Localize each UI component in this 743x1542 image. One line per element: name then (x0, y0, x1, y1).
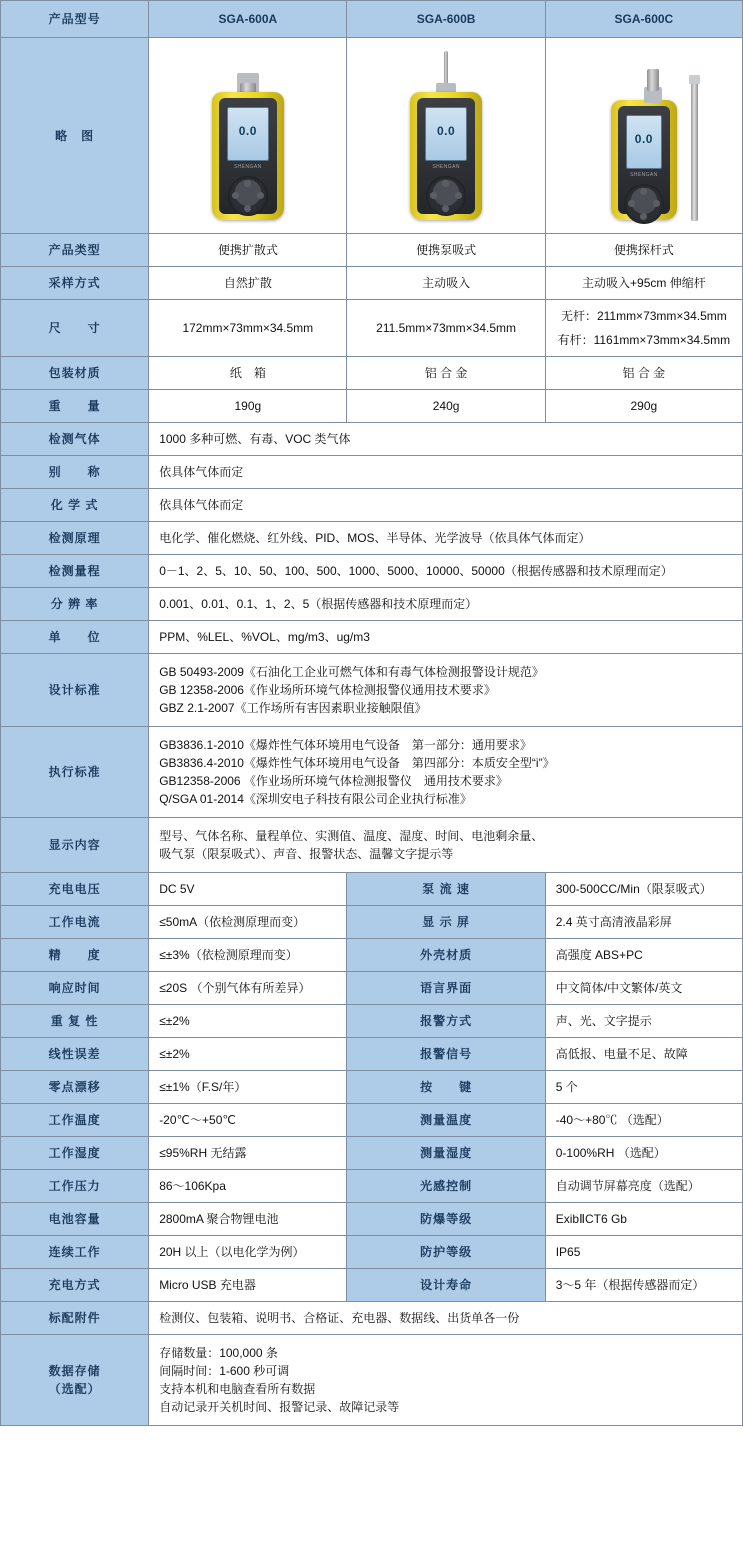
zero-drift-value: ≤±1%（F.S/年） (149, 1071, 347, 1104)
principle-value: 电化学、催化燃烧、红外线、PID、MOS、半导体、光学波导（依具体气体而定） (149, 522, 743, 555)
row-label-display-screen: 显 示 屏 (347, 906, 545, 939)
table-row-battery-capacity (1, 1203, 743, 1236)
packaging-c: 铝 合 金 (545, 357, 742, 390)
exec-standard-line-4: Q/SGA 01-2014《深圳安电子科技有限公司企业执行标准》 (159, 792, 472, 806)
portable-pump-detector-illustration (386, 41, 506, 226)
exec-standard-line-2: GB3836.4-2010《爆炸性气体环境用电气设备 第四部分：本质安全型“i”》 (159, 756, 555, 770)
table-row-charge-mode (1, 1269, 743, 1302)
row-label-formula: 化 学 式 (1, 489, 149, 522)
portable-probe-detector-illustration (569, 41, 719, 226)
table-row-display-content (1, 818, 743, 873)
packaging-b: 铝 合 金 (347, 357, 545, 390)
table-row-repeatability (1, 1005, 743, 1038)
row-label-battery-capacity: 电池容量 (1, 1203, 149, 1236)
working-current-value: ≤50mA（依检测原理而变） (149, 906, 347, 939)
model-header-a: SGA-600A (149, 1, 347, 38)
explosion-grade-value: ExibⅡCT6 Gb (545, 1203, 742, 1236)
data-storage-label-line2: （选配） (48, 1382, 101, 1396)
row-label-continuous-work: 连续工作 (1, 1236, 149, 1269)
row-label-light-sensor: 光感控制 (347, 1170, 545, 1203)
table-row-exec-standard (1, 727, 743, 818)
working-humidity-value: ≤95%RH 无结露 (149, 1137, 347, 1170)
working-temp-value: -20℃～+50℃ (149, 1104, 347, 1137)
table-row-alias (1, 456, 743, 489)
row-label-alarm-signal: 报警信号 (347, 1038, 545, 1071)
sampling-a: 自然扩散 (149, 267, 347, 300)
portable-diffusion-detector-illustration (188, 41, 308, 226)
row-label-sampling: 采样方式 (1, 267, 149, 300)
device-brand-a: SHENGAN (234, 163, 262, 170)
row-label-charge-mode: 充电方式 (1, 1269, 149, 1302)
table-row-sampling (1, 267, 743, 300)
row-label-sketch: 略 图 (1, 38, 149, 234)
row-label-product-type: 产品类型 (1, 234, 149, 267)
design-standard-value (149, 654, 743, 727)
table-row-range (1, 555, 743, 588)
housing-material-value: 高强度 ABS+PC (545, 939, 742, 972)
charge-voltage-value: DC 5V (149, 873, 347, 906)
table-row-weight (1, 390, 743, 423)
table-row-design-standard (1, 654, 743, 727)
design-standard-line-3: GBZ 2.1-2007《工作场所有害因素职业接触限值》 (159, 701, 427, 715)
device-brand-b: SHENGAN (432, 163, 460, 170)
protection-grade-value: IP65 (545, 1236, 742, 1269)
table-row-charge-voltage (1, 873, 743, 906)
keys-value: 5 个 (545, 1071, 742, 1104)
extension-rod (691, 81, 698, 221)
row-label-model: 产品型号 (1, 1, 149, 38)
sampling-b: 主动吸入 (347, 267, 545, 300)
row-label-alias: 别 称 (1, 456, 149, 489)
row-label-weight: 重 量 (1, 390, 149, 423)
row-label-explosion-grade: 防爆等级 (347, 1203, 545, 1236)
accessories-value: 检测仪、包装箱、说明书、合格证、充电器、数据线、出货单各一份 (149, 1302, 743, 1335)
device-brand-c: SHENGAN (630, 171, 658, 178)
row-label-linearity: 线性误差 (1, 1038, 149, 1071)
dimensions-c (545, 300, 742, 357)
row-label-data-storage (1, 1335, 149, 1426)
light-sensor-value: 自动调节屏幕亮度（选配） (545, 1170, 742, 1203)
alarm-mode-value: 声、光、文字提示 (545, 1005, 742, 1038)
display-content-line-2: 吸气泵（限泵吸式）、声音、报警状态、温馨文字提示等 (159, 847, 454, 861)
row-label-alarm-mode: 报警方式 (347, 1005, 545, 1038)
table-row-formula (1, 489, 743, 522)
row-label-design-standard: 设计标准 (1, 654, 149, 727)
weight-a: 190g (149, 390, 347, 423)
row-label-unit: 单 位 (1, 621, 149, 654)
table-row-packaging (1, 357, 743, 390)
packaging-a: 纸 箱 (149, 357, 347, 390)
display-screen-value: 2.4 英寸高清液晶彩屏 (545, 906, 742, 939)
display-content-line-1: 型号、气体名称、量程单位、实测值、温度、湿度、时间、电池剩余量、 (159, 829, 544, 843)
device-keypad-b (426, 176, 466, 216)
table-row-data-storage (1, 1335, 743, 1426)
table-row-working-temp (1, 1104, 743, 1137)
table-row-detect-gas (1, 423, 743, 456)
table-row-response-time (1, 972, 743, 1005)
linearity-value: ≤±2% (149, 1038, 347, 1071)
dimensions-c-line2: 有杆：1161mm×73mm×34.5mm (557, 333, 731, 347)
table-row-resolution (1, 588, 743, 621)
table-row-principle (1, 522, 743, 555)
device-reading-c: 0.0 (634, 131, 653, 146)
device-keypad-c (624, 184, 664, 224)
data-storage-line-1: 存储数量：100,000 条 (159, 1346, 278, 1360)
product-image-b (347, 38, 545, 234)
table-row-accuracy (1, 939, 743, 972)
row-label-display-content: 显示内容 (1, 818, 149, 873)
product-image-c (545, 38, 742, 234)
exec-standard-line-1: GB3836.1-2010《爆炸性气体环境用电气设备 第一部分：通用要求》 (159, 738, 532, 752)
row-label-exec-standard: 执行标准 (1, 727, 149, 818)
battery-capacity-value: 2800mA 聚合物锂电池 (149, 1203, 347, 1236)
row-label-working-humidity: 工作湿度 (1, 1137, 149, 1170)
row-label-detect-gas: 检测气体 (1, 423, 149, 456)
product-type-a: 便携扩散式 (149, 234, 347, 267)
data-storage-line-4: 自动记录开关机时间、报警记录、故障记录等 (159, 1400, 400, 1414)
row-label-repeatability: 重 复 性 (1, 1005, 149, 1038)
dimensions-c-line1: 无杆：211mm×73mm×34.5mm (560, 309, 727, 323)
detect-gas-value: 1000 多种可燃、有毒、VOC 类气体 (149, 423, 743, 456)
table-row-working-pressure (1, 1170, 743, 1203)
table-row-zero-drift (1, 1071, 743, 1104)
row-label-measure-humidity: 测量湿度 (347, 1137, 545, 1170)
row-label-measure-temp: 测量温度 (347, 1104, 545, 1137)
formula-value: 依具体气体而定 (149, 489, 743, 522)
measure-temp-value: -40～+80℃ （选配） (545, 1104, 742, 1137)
row-label-resolution: 分 辨 率 (1, 588, 149, 621)
range-value: 0－1、2、5、10、50、100、500、1000、5000、10000、50000（根据传感器和技术原理而定） (149, 555, 743, 588)
table-row-linearity (1, 1038, 743, 1071)
data-storage-value (149, 1335, 743, 1426)
data-storage-line-2: 间隔时间：1-600 秒可调 (159, 1364, 290, 1378)
row-label-response-time: 响应时间 (1, 972, 149, 1005)
row-label-working-temp: 工作温度 (1, 1104, 149, 1137)
weight-b: 240g (347, 390, 545, 423)
row-label-keys: 按 键 (347, 1071, 545, 1104)
unit-value: PPM、%LEL、%VOL、mg/m3、ug/m3 (149, 621, 743, 654)
table-row-working-current (1, 906, 743, 939)
table-row-product-type (1, 234, 743, 267)
table-row-unit (1, 621, 743, 654)
table-row-model (1, 1, 743, 38)
row-label-pump-flow: 泵 流 速 (347, 873, 545, 906)
data-storage-label-line1: 数据存储 (48, 1364, 101, 1378)
exec-standard-value (149, 727, 743, 818)
table-row-working-humidity (1, 1137, 743, 1170)
resolution-value: 0.001、0.01、0.1、1、2、5（根据传感器和技术原理而定） (149, 588, 743, 621)
row-label-zero-drift: 零点漂移 (1, 1071, 149, 1104)
design-life-value: 3～5 年（根据传感器而定） (545, 1269, 742, 1302)
row-label-working-pressure: 工作压力 (1, 1170, 149, 1203)
device-reading-a: 0.0 (238, 123, 257, 138)
device-reading-b: 0.0 (436, 123, 456, 138)
row-label-language: 语言界面 (347, 972, 545, 1005)
design-standard-line-2: GB 12358-2006《作业场所环境气体检测报警仪通用技术要求》 (159, 683, 496, 697)
alias-value: 依具体气体而定 (149, 456, 743, 489)
accuracy-value: ≤±3%（依检测原理而变） (149, 939, 347, 972)
exec-standard-line-3: GB12358-2006 《作业场所环境气体检测报警仪 通用技术要求》 (159, 774, 508, 788)
charge-mode-value: Micro USB 充电器 (149, 1269, 347, 1302)
row-label-range: 检测量程 (1, 555, 149, 588)
device-keypad-a (228, 176, 268, 216)
table-row-images (1, 38, 743, 234)
weight-c: 290g (545, 390, 742, 423)
row-label-accuracy: 精 度 (1, 939, 149, 972)
row-label-housing-material: 外壳材质 (347, 939, 545, 972)
design-standard-line-1: GB 50493-2009《石油化工企业可燃气体和有毒气体检测报警设计规范》 (159, 665, 544, 679)
repeatability-value: ≤±2% (149, 1005, 347, 1038)
response-time-value: ≤20S （个别气体有所差异） (149, 972, 347, 1005)
row-label-principle: 检测原理 (1, 522, 149, 555)
row-label-charge-voltage: 充电电压 (1, 873, 149, 906)
product-type-c: 便携探杆式 (545, 234, 742, 267)
table-row-accessories (1, 1302, 743, 1335)
row-label-protection-grade: 防护等级 (347, 1236, 545, 1269)
working-pressure-value: 86～106Kpa (149, 1170, 347, 1203)
row-label-working-current: 工作电流 (1, 906, 149, 939)
product-type-b: 便携泵吸式 (347, 234, 545, 267)
dimensions-a: 172mm×73mm×34.5mm (149, 300, 347, 357)
row-label-design-life: 设计寿命 (347, 1269, 545, 1302)
continuous-work-value: 20H 以上（以电化学为例） (149, 1236, 347, 1269)
model-header-c: SGA-600C (545, 1, 742, 38)
row-label-dimensions: 尺 寸 (1, 300, 149, 357)
alarm-signal-value: 高低报、电量不足、故障 (545, 1038, 742, 1071)
language-value: 中文简体/中文繁体/英文 (545, 972, 742, 1005)
row-label-packaging: 包装材质 (1, 357, 149, 390)
display-content-value (149, 818, 743, 873)
model-header-b: SGA-600B (347, 1, 545, 38)
pump-flow-value: 300-500CC/Min（限泵吸式） (545, 873, 742, 906)
sampling-c: 主动吸入+95cm 伸缩杆 (545, 267, 742, 300)
measure-humidity-value: 0-100%RH （选配） (545, 1137, 742, 1170)
dimensions-b: 211.5mm×73mm×34.5mm (347, 300, 545, 357)
product-image-a (149, 38, 347, 234)
row-label-accessories: 标配附件 (1, 1302, 149, 1335)
data-storage-line-3: 支持本机和电脑查看所有数据 (159, 1382, 316, 1396)
table-row-dimensions (1, 300, 743, 357)
table-row-continuous-work (1, 1236, 743, 1269)
